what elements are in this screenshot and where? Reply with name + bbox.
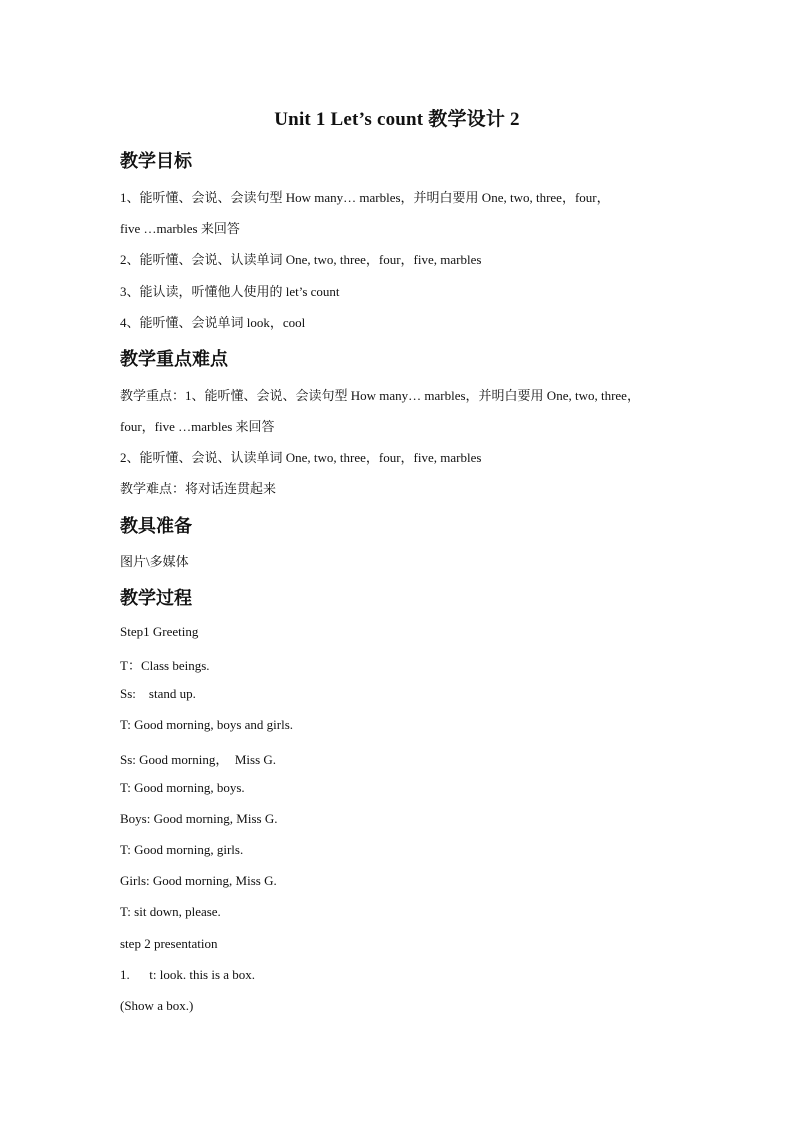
key-point-line: 教学重点：1、能听懂、会说、会读句型 How many… marbles，并明白要用 One, two, three，: [120, 388, 640, 403]
process-line: 1. t: look. this is a box.: [120, 967, 256, 982]
heading-objectives: 教学目标: [120, 151, 192, 172]
heading-key-points: 教学重点难点: [120, 349, 228, 370]
process-line: (Show a box.): [120, 998, 194, 1013]
key-point-line: four，five …marbles 来回答: [120, 419, 275, 434]
heading-process: 教学过程: [120, 588, 192, 609]
key-point-line: 教学难点：将对话连贯起来: [120, 481, 277, 496]
process-line: T: sit down, please.: [120, 904, 221, 919]
process-line: T: Good morning, boys and girls.: [120, 717, 294, 732]
process-line: T：Class beings.: [120, 658, 210, 673]
materials-line: 图片\多媒体: [120, 554, 189, 569]
process-line: Ss: stand up.: [120, 686, 196, 701]
heading-materials: 教具准备: [120, 516, 192, 537]
objective-line: 1、能听懂、会说、会读句型 How many… marbles，并明白要用 One, two, three，four，: [120, 190, 610, 205]
objective-line: 3、能认读，听懂他人使用的 let’s count: [120, 284, 340, 299]
process-line: Ss: Good morning， Miss G.: [120, 752, 277, 767]
process-line: T: Good morning, boys.: [120, 780, 245, 795]
process-line: Step1 Greeting: [120, 624, 199, 639]
process-line: step 2 presentation: [120, 936, 218, 951]
objective-line: 4、能听懂、会说单词 look，cool: [120, 315, 306, 330]
process-line: Boys: Good morning, Miss G.: [120, 811, 278, 826]
process-line: Girls: Good morning, Miss G.: [120, 873, 277, 888]
document-title: Unit 1 Let’s count 教学设计 2: [274, 109, 520, 130]
process-line: T: Good morning, girls.: [120, 842, 244, 857]
objective-line: 2、能听懂、会说、认读单词 One, two, three，four，five, marbles: [120, 252, 482, 267]
objective-line: five …marbles 来回答: [120, 221, 240, 236]
key-point-line: 2、能听懂、会说、认读单词 One, two, three，four，five, marbles: [120, 450, 482, 465]
